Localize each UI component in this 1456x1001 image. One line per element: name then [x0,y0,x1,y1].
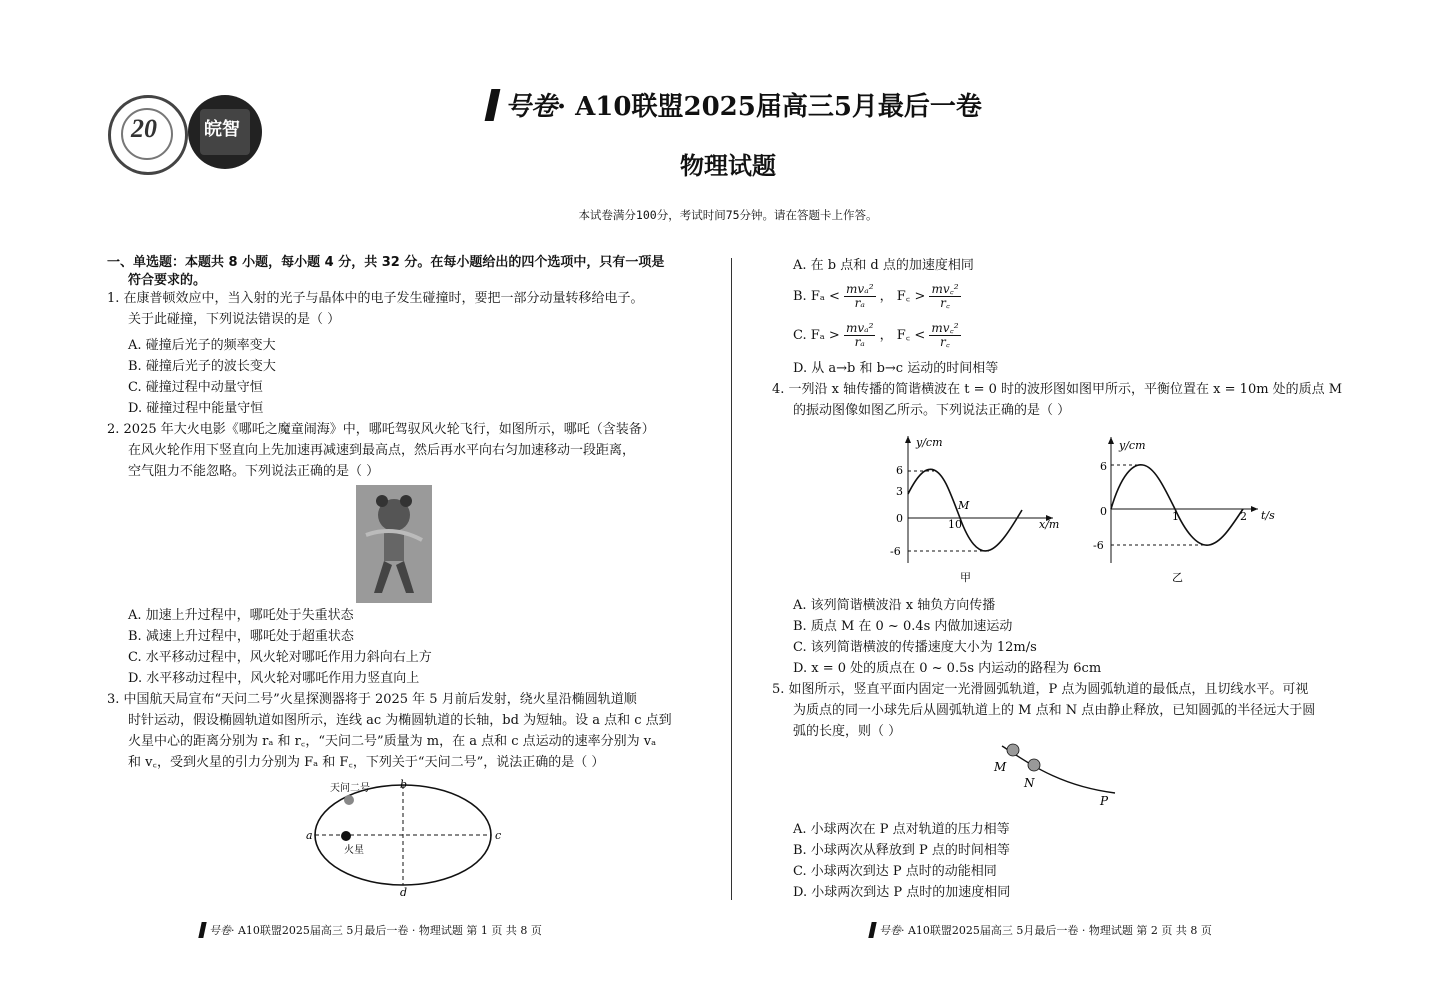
wave-graph-yi [1093,433,1278,585]
q5-option-c: C. 小球两次到达 P 点时的动能相同 [793,864,997,879]
point-a-label: a [306,829,313,842]
q3-stem-line4: 和 v꜀，受到火星的引力分别为 Fₐ 和 F꜀，下列关于“天问二号”，说法正确的是（ ） [128,755,605,770]
q1-option-a: A. 碰撞后光子的频率变大 [128,338,276,353]
brand-mark-icon [485,89,501,121]
q3-option-a: A. 在 b 点和 d 点的加速度相同 [793,258,974,273]
fraction-a-num: mvₐ² [846,282,874,296]
q1-option-d: D. 碰撞过程中能量守恒 [128,401,264,416]
g2-tick-neg6: -6 [1093,539,1104,552]
q3-stem-line3: 火星中心的距离分别为 rₐ 和 r꜀，“天问二号”质量为 m，在 a 点和 c 点运动的速率分别为 vₐ [128,734,657,749]
g2-xlabel: t/s [1261,509,1275,522]
g1-caption: 甲 [960,571,971,584]
orbit-diagram [300,775,510,900]
section-heading: 一、单选题：本题共 8 小题，每小题 4 分，共 32 分。在每小题给出的四个选项中，只有一项是 [107,255,665,270]
q5-option-d: D. 小球两次到达 P 点时的加速度相同 [793,885,1011,900]
page-footer-2 [870,922,1212,938]
nezha-figure-image [356,485,432,603]
brand-mark-icon [198,922,206,938]
wave-graph-jia [888,430,1068,585]
q3-c-part2: ， F꜀ < [879,328,926,343]
q4-option-b: B. 质点 M 在 0 ~ 0.4s 内做加速运动 [793,619,1013,634]
brand-mark-icon [868,922,876,938]
point-d-label: d [400,886,408,899]
fraction-c-den: r꜀ [940,296,950,310]
y-arrow-icon [1108,437,1114,444]
q4-option-c: C. 该列简谐横波的传播速度大小为 12m/s [793,640,1037,655]
exam-note: 本试卷满分100分，考试时间75分钟。请在答题卡上作答。 [578,208,878,222]
g1-point-m: M [958,499,970,512]
footer-text-2: · A10联盟2025届高三 5月最后一卷 · 物理试题 第 2 页 共 8 页 [901,924,1212,937]
probe-dot [344,795,354,805]
q2-option-d: D. 水平移动过程中，风火轮对哪吒作用力竖直向上 [128,671,420,686]
q2-option-c: C. 水平移动过程中，风火轮对哪吒作用力斜向右上方 [128,650,432,665]
q2-option-b: B. 减速上升过程中，哪吒处于超重状态 [128,629,354,644]
q4-option-a: A. 该列简谐横波沿 x 轴负方向传播 [793,598,996,613]
q5-stem-line1: 5. 如图所示，竖直平面内固定一光滑圆弧轨道，P 点为圆弧轨道的最低点，且切线水平。可视 [772,682,1309,697]
g2-caption: 乙 [1172,571,1183,584]
q3-option-c [793,322,961,349]
arc-label-p: P [1100,794,1109,808]
fraction-a-den: rₐ [854,335,865,349]
q1-stem-line1: 1. 在康普顿效应中，当入射的光子与晶体中的电子发生碰撞时，要把一部分动量转移给电子。 [107,291,644,306]
nezha-silhouette [356,485,432,603]
g1-tick-0: 0 [896,512,903,525]
t-arrow-icon [1251,506,1258,512]
exam-title [488,86,982,123]
q1-stem-line2: 关于此碰撞，下列说法错误的是（ ） [128,312,341,327]
g1-xlabel: x/m [1039,518,1060,531]
q5-stem-line2: 为质点的同一小球先后从圆弧轨道上的 M 点和 N 点由静止释放，已知圆弧的半径远大于圆 [793,703,1316,718]
g1-ylabel: y/cm [916,436,943,449]
g2-tick-6: 6 [1100,460,1107,473]
q3-b-part2: ， F꜀ > [879,289,926,304]
q2-option-a: A. 加速上升过程中，哪吒处于失重状态 [128,608,354,623]
vibration-curve [1111,465,1243,545]
q4-option-d: D. x = 0 处的质点在 0 ~ 0.5s 内运动的路程为 6cm [793,661,1102,676]
arc-label-m: M [994,760,1007,774]
seal-numeral: 20 [131,114,157,143]
q4-stem-line2: 的振动图像如图乙所示。下列说法正确的是（ ） [793,403,1071,418]
q2-stem-line2: 在风火轮作用下竖直向上先加速再减速到最高点，然后再水平向右匀加速移动一段距离， [128,443,636,458]
g2-ylabel: y/cm [1119,439,1146,452]
arc-track-diagram [990,738,1125,810]
g1-tick-10: 10 [948,518,962,531]
q3-c-part1: C. Fₐ > [793,328,840,343]
q1-option-b: B. 碰撞后光子的波长变大 [128,359,276,374]
subject-title: 物理试题 [680,151,776,180]
arc-label-n: N [1024,776,1035,790]
q3-option-d: D. 从 a→b 和 b→c 运动的时间相等 [793,361,999,376]
ball-n [1028,759,1040,771]
section-heading-cont: 符合要求的。 [128,273,207,288]
q2-stem-line1: 2. 2025 年大火电影《哪吒之魔童闹海》中，哪吒驾驭风火轮飞行，如图所示，哪吒（含装备） [107,422,655,437]
g2-tick-1: 1 [1172,510,1179,523]
g2-tick-0: 0 [1100,505,1107,518]
fraction-a [844,322,875,349]
ball-m [1007,744,1019,756]
point-b-label: b [400,778,408,791]
mars-dot [341,831,351,841]
mars-label: 火星 [344,845,364,856]
fraction-a-num: mvₐ² [845,321,874,335]
g2-tick-2: 2 [1240,510,1247,523]
q3-stem-line2: 时针运动，假设椭圆轨道如图所示，连线 ac 为椭圆轨道的长轴，bd 为短轴。设 a 点和 c 点到 [128,713,672,728]
footer-brand: 号卷 [209,924,231,937]
fraction-c [929,283,960,310]
q3-option-b [793,283,961,310]
column-divider [731,258,732,900]
title-text: · A10联盟2025届高三5月最后一卷 [557,92,982,122]
fraction-c [929,322,960,349]
arc-track [1002,746,1115,793]
g1-tick-3: 3 [896,485,903,498]
g1-tick-6: 6 [896,464,903,477]
footer-brand: 号卷 [879,924,901,937]
g1-tick-neg6: -6 [890,545,901,558]
fraction-a-den: rₐ [854,296,865,310]
fraction-c-den: r꜀ [940,335,950,349]
fraction-c-num: mv꜀² [931,282,959,296]
y-arrow-icon [905,436,911,443]
q3-b-part1: B. Fₐ < [793,289,840,304]
fraction-a [844,283,875,310]
seal-text: 皖智 [204,119,240,140]
page-footer-1 [200,922,542,938]
q2-stem-line3: 空气阻力不能忽略。下列说法正确的是（ ） [128,464,380,479]
q5-option-b: B. 小球两次从释放到 P 点的时间相等 [793,843,1010,858]
footer-text-1: · A10联盟2025届高三 5月最后一卷 · 物理试题 第 1 页 共 8 页 [231,924,542,937]
fraction-c-num: mv꜀² [931,321,959,335]
q5-stem-line3: 弧的长度，则（ ） [793,724,902,739]
q1-option-c: C. 碰撞过程中动量守恒 [128,380,263,395]
q4-stem-line1: 4. 一列沿 x 轴传播的简谐横波在 t = 0 时的波形图如图甲所示，平衡位置在 x = 10m 处的质点 M [772,382,1343,397]
q5-option-a: A. 小球两次在 P 点对轨道的压力相等 [793,822,1010,837]
point-c-label: c [495,829,502,842]
q3-stem-line1: 3. 中国航天局宣布“天问二号”火星探测器将于 2025 年 5 月前后发射，绕火星沿椭圆轨道顺 [107,692,637,707]
probe-label: 天问二号 [330,783,370,794]
brand-name: 号卷 [505,92,558,122]
